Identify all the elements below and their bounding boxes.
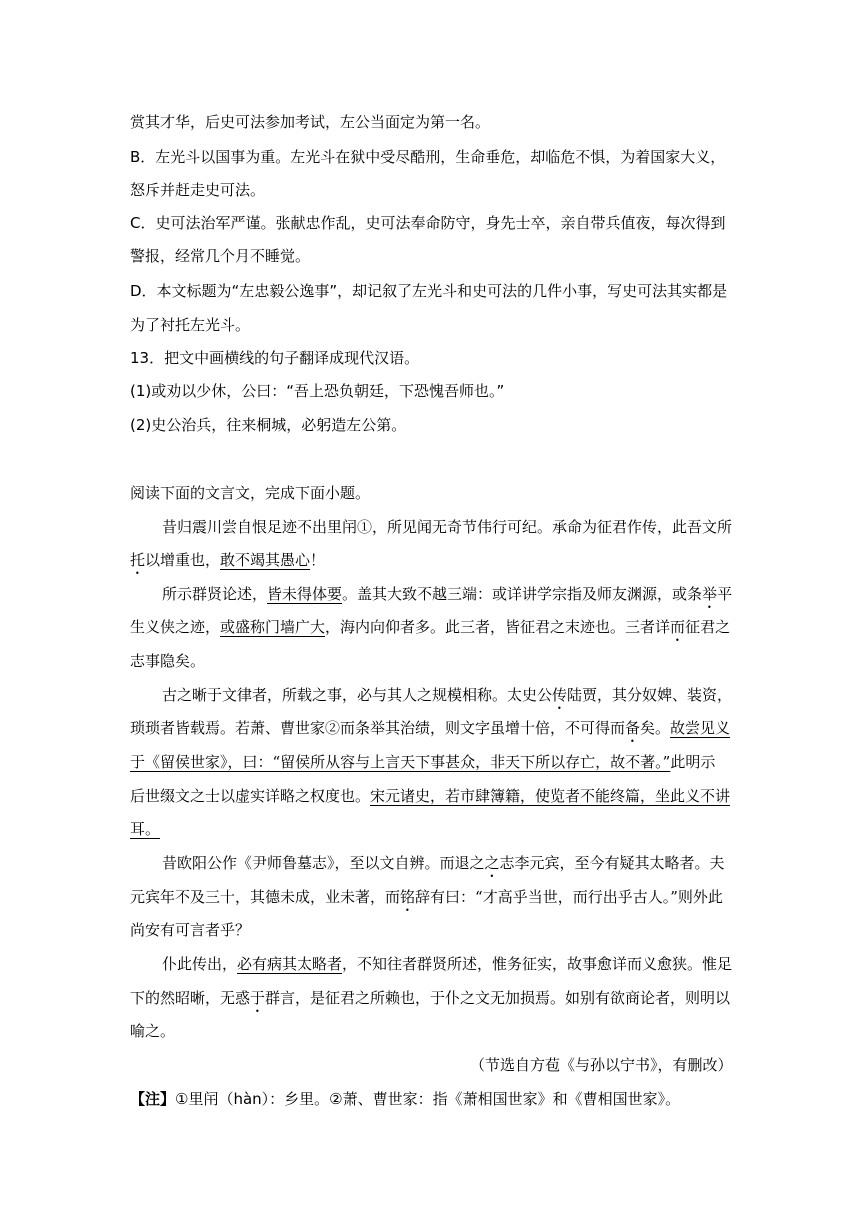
p2-line2 bbox=[130, 617, 730, 645]
text-span: 此明示 bbox=[670, 753, 716, 771]
underlined-sentence: 敢不竭其愚心 bbox=[220, 551, 311, 569]
text-span: ！ bbox=[310, 551, 326, 569]
text-span: 矣。 bbox=[640, 719, 671, 737]
text-span: 古之晰于文律者，所载之事，必与其人之规模相称。太史公 bbox=[162, 686, 553, 704]
dotted-char: 托 bbox=[130, 551, 146, 569]
p5-line3: 喻之。 bbox=[130, 1022, 176, 1040]
q13-sentence-2: (2)史公治兵，往来桐城，必躬造左公第。 bbox=[130, 416, 407, 434]
underlined-sentence: 或盛称门墙广大 bbox=[220, 618, 326, 636]
dotted-char: 备 bbox=[625, 719, 641, 737]
text-span: 下的然昭晰，无惑 bbox=[130, 989, 251, 1007]
text-span: 陆贾，其分奴婢、装资， bbox=[567, 686, 733, 704]
text-span: 后世缀文之士以虚实详略之权度也。 bbox=[130, 787, 371, 805]
text-span: 仆此传出， bbox=[162, 955, 238, 973]
underlined-sentence: 皆未得体要 bbox=[267, 585, 343, 603]
text-span: 昔欧阳公作《尹师鲁墓志》，至以文自辨。而退之 bbox=[162, 854, 485, 872]
p4-line3: 尚安有可言者乎？ bbox=[130, 921, 251, 939]
note-text: ①里闬（hàn）：乡里。②萧、曹世家：指《萧相国世家》和《曹相国世家》。 bbox=[175, 1090, 681, 1108]
dotted-char: 铭 bbox=[400, 888, 416, 906]
dotted-char: 于 bbox=[250, 989, 266, 1007]
p5-line1 bbox=[162, 954, 732, 974]
text-span: 元宾年不及三十，其德未成，业未著，而 bbox=[130, 888, 401, 906]
p3-line3 bbox=[130, 752, 715, 772]
option-d-line1: D．本文标题为“左忠毅公逸事”，却记叙了左光斗和史可法的几件小事，写史可法其实都是 bbox=[130, 282, 728, 300]
p4-line1 bbox=[162, 853, 725, 881]
footnote bbox=[130, 1089, 680, 1109]
text-span: 平 bbox=[717, 585, 733, 603]
underlined-sentence: 必有病其太略者 bbox=[237, 955, 343, 973]
option-b-line2: 怒斥并赶走史可法。 bbox=[130, 181, 266, 199]
p4-line2 bbox=[130, 887, 723, 915]
q13-stem: 13．把文中画横线的句子翻译成现代汉语。 bbox=[130, 349, 420, 367]
option-c-line2: 警报，经常几个月不睡觉。 bbox=[130, 247, 311, 265]
dotted-char: 举 bbox=[702, 585, 718, 603]
text-span: 征君之 bbox=[685, 618, 731, 636]
p2-line1 bbox=[162, 584, 732, 612]
text-span: 。盖其大致不越三端：或详讲学宗指及师友渊源，或条 bbox=[342, 585, 703, 603]
p3-line2 bbox=[130, 718, 730, 746]
option-c-line1: C．史可法治军严谨。张献忠作乱，史可法奉命防守，身先士卒，亲自带兵值夜，每次得到 bbox=[130, 214, 726, 232]
p5-line2 bbox=[130, 988, 730, 1016]
p3-line5 bbox=[130, 819, 160, 839]
p3-line1 bbox=[162, 685, 732, 713]
p1-line1: 昔归震川尝自恨足迹不出里闬①，所见闻无奇节伟行可纪。承命为征君作传，此吾文所 bbox=[162, 518, 733, 536]
text-span: 以增重也， bbox=[145, 551, 221, 569]
dotted-char: 传 bbox=[552, 686, 568, 704]
p2-line3: 志事隐矣。 bbox=[130, 652, 206, 670]
text-span: 志李元宾，至今有疑其太略者。夫 bbox=[499, 854, 725, 872]
source-citation: （节选自方苞《与孙以宁书》，有删改） bbox=[470, 1056, 733, 1074]
text-span: 群言，是征君之所赖也，于仆之文无加损焉。如别有欲商论者，则明以 bbox=[265, 989, 731, 1007]
option-b-line1: B．左光斗以国事为重。左光斗在狱中受尽酷刑，生命垂危，却临危不惧，为着国家大义， bbox=[130, 148, 726, 166]
text-span: ，海内向仰者多。此三者，皆征君之末迹也。三者详 bbox=[325, 618, 671, 636]
underlined-sentence: 故尝见义 bbox=[670, 719, 731, 737]
option-a-tail: 赏其才华，后史可法参加考试，左公当面定为第一名。 bbox=[130, 113, 491, 131]
p1-line2 bbox=[130, 550, 325, 578]
reading-intro: 阅读下面的文言文，完成下面小题。 bbox=[130, 484, 371, 502]
p3-line4 bbox=[130, 786, 730, 806]
dotted-char: 之 bbox=[484, 854, 500, 872]
text-span: 所示群贤论述， bbox=[162, 585, 268, 603]
underlined-sentence: 耳。 bbox=[130, 820, 161, 838]
dotted-char: 而 bbox=[670, 618, 686, 636]
text-span: 生义侠之迹， bbox=[130, 618, 221, 636]
option-d-line2: 为了衬托左光斗。 bbox=[130, 316, 251, 334]
text-span: ，不知往者群贤所述，惟务征实，故事愈详而义愈狭。惟足 bbox=[342, 955, 733, 973]
q13-sentence-1: (1)或劝以少休，公曰：“吾上恐负朝廷，下恐愧吾师也。” bbox=[130, 382, 505, 400]
note-label: 【注】 bbox=[130, 1090, 176, 1108]
underlined-sentence: 宋元诸史，若市肆簿籍，使览者不能终篇，坐此义不讲 bbox=[370, 787, 731, 805]
underlined-sentence: 于《留侯世家》，曰：“留侯所从容与上言天下事甚众，非天下所以存亡，故不著。” bbox=[130, 753, 671, 771]
text-span: 辞有曰：“才高乎当世，而行出乎古人。”则外此 bbox=[415, 888, 723, 906]
text-span: 琐琐者皆载焉。若萧、曹世家②而条举其治绩，则文字虽增十倍，不可得而 bbox=[130, 719, 626, 737]
